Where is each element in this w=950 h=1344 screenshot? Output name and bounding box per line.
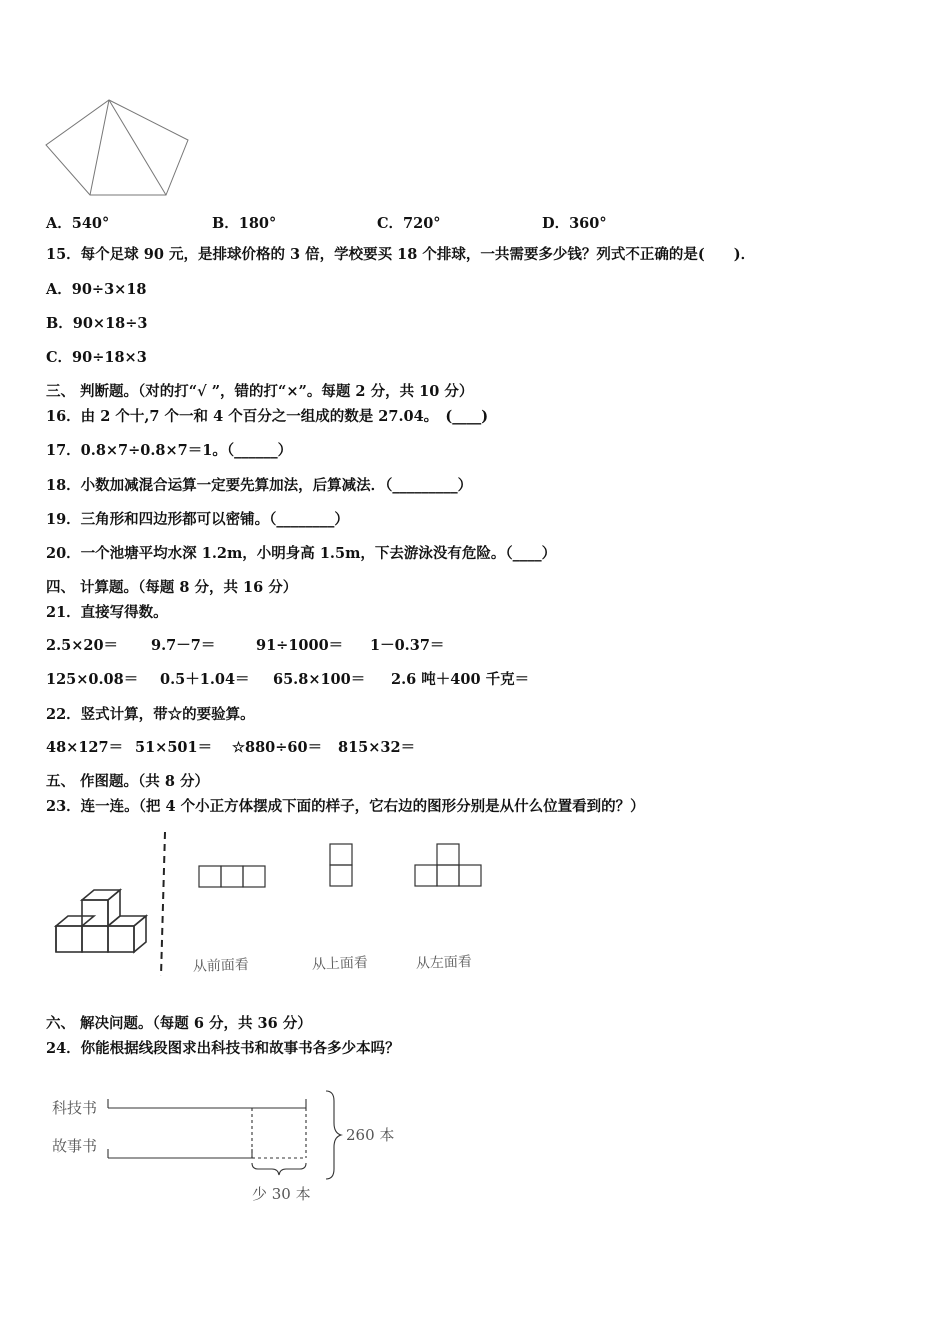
calc-item: 1－0.37＝	[370, 637, 445, 654]
vertical-calc-item: 51×501＝	[135, 739, 213, 756]
q21: 21．直接写得数。	[46, 604, 168, 621]
q20: 20．一个池塘平均水深 1.2m，小明身高 1.5m，下去游泳没有危险。（____）	[46, 545, 557, 562]
difference-label: 少 30 本	[252, 1185, 311, 1203]
calc-item: 9.7－7＝	[151, 637, 216, 654]
label-story-books: 故事书	[52, 1137, 98, 1155]
cube-stack	[56, 890, 146, 952]
section6-title: 六、 解决问题。（每题 6 分，共 36 分）	[46, 1015, 312, 1032]
pentagon-figure	[40, 95, 195, 200]
q14-option-a: A．540°	[46, 215, 110, 232]
view-label-top: 从上面看	[311, 955, 369, 973]
q24: 24．你能根据线段图求出科技书和故事书各多少本吗？	[46, 1040, 400, 1057]
q18: 18．小数加减混合运算一定要先算加法，后算减法．（_________）	[46, 477, 473, 494]
q15-stem: 15．每个足球 90 元，是排球价格的 3 倍，学校要买 18 个排球，一共需要多少钱？列式不正确的是( )．	[46, 246, 756, 263]
view-label-left: 从左面看	[415, 954, 473, 972]
q23: 23．连一连。（把 4 个小正方体摆成下面的样子，它右边的图形分别是从什么位置看到的？）	[46, 798, 645, 815]
calc-item: 91÷1000＝	[256, 637, 344, 654]
total-label: 260 本	[346, 1126, 395, 1144]
cube-views-figure	[40, 828, 500, 983]
calc-item: 65.8×100＝	[273, 671, 366, 688]
section5-title: 五、 作图题。（共 8 分）	[46, 773, 209, 790]
vertical-calc-item: 48×127＝	[46, 739, 124, 756]
calc-item: 125×0.08＝	[46, 671, 139, 688]
calc-item: 0.5＋1.04＝	[160, 671, 250, 688]
q17: 17．0.8×7÷0.8×7＝1。（______）	[46, 442, 293, 459]
segment-diagram	[46, 1085, 416, 1210]
q14-option-b: B．180°	[212, 215, 277, 232]
q19: 19．三角形和四边形都可以密铺。（________）	[46, 511, 349, 528]
q15-option-a: A．90÷3×18	[46, 281, 147, 298]
q22: 22．竖式计算，带☆的要验算。	[46, 706, 255, 723]
calc-item: 2.6 吨＋400 千克＝	[391, 671, 530, 688]
calc-item: 2.5×20＝	[46, 637, 119, 654]
q14-option-c: C．720°	[377, 215, 441, 232]
view-label-front: 从前面看	[192, 957, 250, 975]
q15-option-c: C．90÷18×3	[46, 349, 147, 366]
q14-option-d: D．360°	[542, 215, 607, 232]
label-science-books: 科技书	[52, 1099, 98, 1117]
vertical-calc-item: ☆880÷60＝	[232, 739, 323, 756]
section3-title: 三、 判断题。（对的打“√ ”，错的打“×”。每题 2 分，共 10 分）	[46, 383, 474, 400]
section4-title: 四、 计算题。（每题 8 分，共 16 分）	[46, 579, 298, 596]
vertical-calc-item: 815×32＝	[338, 739, 416, 756]
q16: 16．由 2 个十,7 个一和 4 个百分之一组成的数是 27.04。 (____)	[46, 408, 489, 425]
q15-option-b: B．90×18÷3	[46, 315, 148, 332]
